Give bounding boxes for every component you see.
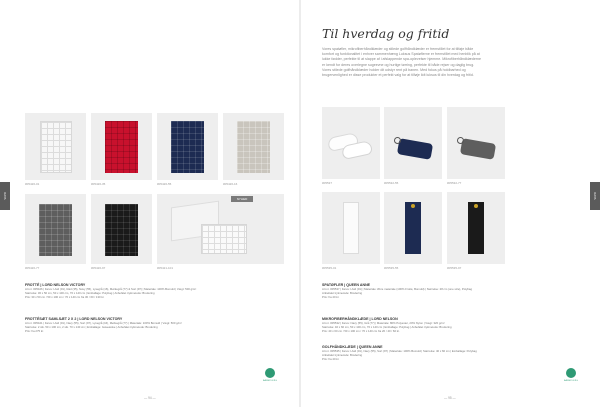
product-title: SPATØFLER | QUEEN ANNE bbox=[322, 283, 371, 287]
product-spec-line: Størrelse: 2 stk. 50 x 100 cm, 2 stk. 70 x 140 cm | Emballage: Gaveæske | Anbefalet trykmetode: Brodering bbox=[25, 325, 158, 329]
product-code: #05426-77 bbox=[25, 266, 40, 270]
product-image bbox=[157, 113, 218, 180]
product-golf-towel-navy[interactable] bbox=[384, 192, 442, 270]
intro-paragraph: Vores spatøfler, mikrofiberhåndklæder og stilede golfhåndklæder er fremstillet for at tilføje både komfort og funktionalitet i enhver sammenhæng Luksus Spatøflerne er fremstillet med henblik på at lukke fødder, perfekte til at slappe af i afslappende spa-oplevelser hjemme. Mikrofiberhåndklæderne er kendt for deres overlegne sugeevne og hurtige tørring, perfekte til både rejser og daglig brug. Vores stilede golfhåndklæder holder dit udstyr rent på banen. Med fokus på holdbarhed og brugervenlighed er disse produkter et perfekt valg for at tilføje lidt luksus til din hverdag og fritid. bbox=[322, 47, 482, 78]
product-image bbox=[322, 192, 380, 264]
product-image bbox=[25, 113, 86, 180]
product-description-microfiber bbox=[322, 317, 452, 333]
product-price-line: Pris: fra 40 kr. bbox=[322, 357, 340, 361]
product-title: MIKROFIBERHÅNDKLÆDE | LORD NELSON bbox=[322, 317, 398, 321]
eco-label: BÆREDYGTIG bbox=[263, 380, 277, 382]
page-gutter bbox=[299, 0, 301, 407]
product-golf-towel-black[interactable] bbox=[447, 192, 505, 270]
left-section-tab bbox=[0, 182, 10, 210]
product-price-line: Pris: fra 40 kr. bbox=[322, 295, 340, 299]
grommet-icon bbox=[474, 204, 478, 208]
folded-towel-stack-image bbox=[201, 224, 247, 254]
product-description-frotte bbox=[25, 283, 196, 299]
product-image bbox=[384, 192, 442, 264]
product-title: FROTTÉSÆT SAMLSÆT 2 X 2 | LORD NELSON VICTORY bbox=[25, 317, 123, 321]
product-golf-towel-white[interactable] bbox=[322, 192, 380, 270]
product-spec-line: Art.nr. #05535 | Farve: Hvid (01), Navy (55), Sort (97) | Materiale: 100% Bomuld | Størrelse: 40 x 60 cm | Emballage: Polybag bbox=[322, 349, 477, 353]
page-number: — 94 — bbox=[144, 396, 156, 400]
product-code: #05532-77 bbox=[447, 181, 462, 185]
product-darkgrey-towel[interactable] bbox=[25, 194, 86, 270]
product-image bbox=[384, 107, 442, 179]
product-code: #05426-97 bbox=[91, 266, 106, 270]
eco-label: BÆREDYGTIG bbox=[564, 380, 578, 382]
product-image bbox=[157, 194, 284, 264]
product-spec-line: Anbefalet trykmetode: Brodering bbox=[322, 353, 363, 357]
page-heading: Til hverdag og fritid bbox=[322, 26, 450, 41]
eco-leaf-icon bbox=[566, 368, 576, 378]
product-code: #05426-55 bbox=[157, 182, 172, 186]
product-red-towel[interactable] bbox=[91, 113, 152, 186]
product-spec-line: Art.nr. #05532 | Farve: Navy (55), Grå (77) | Materiale: 80% Polyester, 20% Nylon | Vægt: 320 g/m² bbox=[322, 321, 445, 325]
product-price-line: Pris: 40 x 60 cm / 50 x 100 cm / 70 x 140 cm fra 20 / 40 / 60 kr. bbox=[322, 329, 400, 333]
grommet-icon bbox=[411, 204, 415, 208]
product-code: #05426-16 bbox=[223, 182, 238, 186]
product-description-golf-towel bbox=[322, 345, 477, 361]
product-description-spa-slippers bbox=[322, 283, 472, 299]
navy-golf-towel-image bbox=[405, 202, 421, 254]
product-spec-line: Art.nr. #05426 | Farve: Hvid (01), Rød (35), Navy (55), Lysegrå (16), Mørkegrå (77) & Sort (97) | Materiale: 100% Bomuld | Vægt: 500 g/m² bbox=[25, 287, 197, 291]
product-spa-slippers[interactable] bbox=[322, 107, 380, 185]
left-section-tab-label: KATA bbox=[3, 192, 7, 200]
product-spec-line: Art.nr. #05537 | Farve: Hvid (01) | Materiale: Øvre materiale (100% Frotté, Bomuld) | Størrelse: 28 cm (one size), Polybag bbox=[322, 287, 473, 291]
product-code: #05537 bbox=[322, 181, 333, 185]
right-section-tab-label: KATA bbox=[593, 192, 597, 200]
carabiner-icon bbox=[457, 137, 464, 144]
product-code: #05426-35 bbox=[91, 182, 106, 186]
product-code: #05535-55 bbox=[384, 266, 399, 270]
product-navy-towel[interactable] bbox=[157, 113, 218, 186]
product-image bbox=[223, 113, 284, 180]
darkgrey-towel-image bbox=[39, 204, 72, 256]
product-price-line: Pris: fra 275 kr. bbox=[25, 329, 44, 333]
white-towel-image bbox=[40, 121, 72, 173]
black-towel-image bbox=[105, 204, 138, 256]
grey-microfiber-towel-image bbox=[460, 138, 496, 160]
new-badge: NYHED bbox=[231, 196, 253, 202]
product-lightgrey-towel[interactable] bbox=[223, 113, 284, 186]
product-black-towel[interactable] bbox=[91, 194, 152, 270]
product-microfiber-towel-navy[interactable] bbox=[384, 107, 442, 185]
product-spec-line: Anbefalet trykmetode: Brodering bbox=[322, 291, 363, 295]
page-number: — 95 — bbox=[444, 396, 456, 400]
product-image bbox=[91, 194, 152, 264]
product-code: #05535-01 bbox=[322, 266, 337, 270]
lightgrey-towel-image bbox=[237, 121, 270, 173]
product-title: GOLFHÅNDKLÆDE | QUEEN ANNE bbox=[322, 345, 383, 349]
product-spec-line: Art.nr. #05421 | Farve: Hvid (01), Navy (55), Sort (97), Lysegrå (16), Mørkegrå (77) | Materiale: 100% Bomuld | Vægt: 500 g/m² bbox=[25, 321, 182, 325]
red-towel-image bbox=[105, 121, 138, 173]
product-image bbox=[322, 107, 380, 179]
product-towel-gift-set[interactable] bbox=[157, 194, 284, 270]
product-spec-line: Størrelse: 40 x 60 cm, 50 x 100 cm, 70 x 140 cm | Emballage: Polybag | Anbefalet trykmetode: Brodering bbox=[322, 325, 452, 329]
eco-leaf-icon bbox=[265, 368, 275, 378]
product-spec-line: Størrelse: 30 x 50 cm, 50 x 100 cm, 70 x 140 cm | Emballage: Polybag | Anbefalet trykmetode: Brodering bbox=[25, 291, 155, 295]
product-image bbox=[447, 107, 505, 179]
product-image bbox=[91, 113, 152, 180]
white-golf-towel-image bbox=[343, 202, 359, 254]
navy-towel-image bbox=[171, 121, 204, 173]
product-microfiber-towel-grey[interactable] bbox=[447, 107, 505, 185]
product-white-towel[interactable] bbox=[25, 113, 86, 186]
navy-microfiber-towel-image bbox=[397, 138, 433, 160]
black-golf-towel-image bbox=[468, 202, 484, 254]
right-section-tab bbox=[590, 182, 600, 210]
product-title: FROTTÉ | LORD NELSON VICTORY bbox=[25, 283, 86, 287]
product-image bbox=[447, 192, 505, 264]
product-code: #05426-01 bbox=[25, 182, 40, 186]
product-price-line: Pris: 30 x 50 cm / 50 x 100 cm / 70 x 140 cm fra 30 / 60 / 130 kr. bbox=[25, 295, 105, 299]
product-code: #05421-101 bbox=[157, 266, 174, 270]
product-code: #05532-55 bbox=[384, 181, 399, 185]
carabiner-icon bbox=[394, 137, 401, 144]
product-description-gift-set bbox=[25, 317, 182, 333]
product-code: #05535-97 bbox=[447, 266, 462, 270]
product-image bbox=[25, 194, 86, 264]
